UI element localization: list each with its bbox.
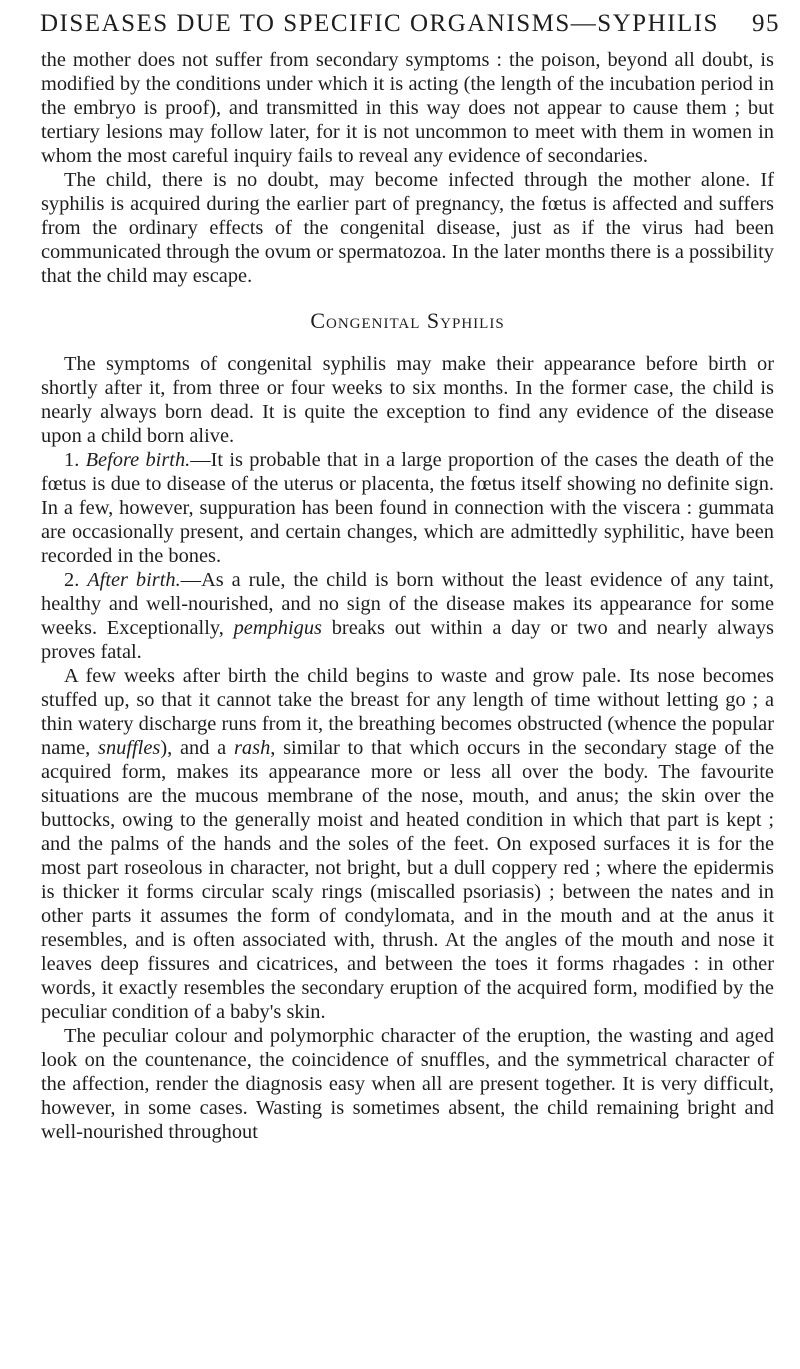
page-number: 95 (752, 10, 780, 37)
term-snuffles: snuffles (98, 737, 161, 759)
paragraph-text: A few weeks after birth the child begins to waste and grow pale. Its nose becomes stuffed up, so that it cannot take the breast for any length of time without letting go ; a thin watery discharge runs from it, the breathing becomes obstructed (whence the popular name, (41, 665, 774, 759)
section-heading: Congenital Syphilis (310, 308, 505, 333)
paragraph-text: The child, there is no doubt, may become infected through the mother alone. If syphilis is acquired during the earlier part of pregnancy, the fœtus is affected and suffers from the ordinary effects of the congenital disease, just as if the virus had been communicated through the ovum or spermatozoa. In the later months there is a possibility that the child may escape. (41, 169, 774, 287)
running-header (40, 2, 780, 46)
paragraph-text: —It is probable that in a large proportion of the cases the death of the fœtus is due to disease of the uterus or placenta, the fœtus itself showing no definite sign. In a few, however, suppuration has been found in connection with the viscera : gummata are occasionally present, and certain changes, which are admittedly syphilitic, have been recorded in the bones. (41, 449, 774, 567)
paragraph-text: the mother does not suffer from secondary symptoms : the poison, beyond all doubt, is modified by the conditions under which it is acting (the length of the incubation period in the embryo is proof), and transmitted in this way does not appear to cause them ; but tertiary lesions may follow later, for it is not uncommon to meet with them in women in whom the most careful inquiry fails to reveal any evidence of secondaries. (41, 49, 774, 167)
paragraph-text: The peculiar colour and polymorphic character of the eruption, the wasting and aged look on the countenance, the coincidence of snuffles, and the symmetrical character of the affection, render the diagnosis easy when all are present together. It is very difficult, however, in some cases. Wasting is sometimes absent, the child remaining bright and well-nourished throughout (41, 1025, 774, 1143)
paragraph-text: ), and a (160, 737, 227, 759)
subheading-after-birth: After birth. (87, 569, 181, 591)
term-rash: rash (234, 737, 271, 759)
paragraph-continued (41, 48, 774, 168)
paragraph-text: The symptoms of congenital syphilis may make their appearance before birth or shortly after it, from three or four weeks to six months. In the former case, the child is nearly always born dead. It is quite the exception to find any evidence of the disease upon a child born alive. (41, 353, 774, 447)
list-number: 2. (64, 569, 80, 591)
paragraph-symptoms-intro (41, 352, 774, 448)
paragraph-after-birth (41, 568, 774, 664)
paragraph-diagnosis (41, 1024, 774, 1144)
paragraph-text: —As a rule, the child is born without the least evidence of any taint, healthy and well-nourished, and no sign of the disease makes its appearance for some weeks. Exceptionally, (41, 569, 774, 639)
body-text (41, 48, 774, 1144)
paragraph-rash-description (41, 664, 774, 1024)
paragraph-text: breaks out within a day or two and nearly always proves fatal. (41, 617, 774, 663)
paragraph-text: , similar to that which occurs in the secondary stage of the acquired form, makes its appearance more or less all over the body. The favourite situations are the mucous membrane of the nose, mouth, and anus; the skin over the buttocks, owing to the generally moist and heated condition in which that part is kept ; and the palms of the hands and the soles of the feet. On exposed surfaces it is for the most part roseolous in character, not bright, but a dull coppery red ; where the epidermis is thicker it forms circular scaly rings (miscalled psoriasis) ; between the nates and in other parts it assumes the form of condylomata, and in the mouth and at the anus it resembles, and is often associated with, thrush. At the angles of the mouth and nose it leaves deep fissures and cicatrices, and between the toes it forms rhagades : in other words, it exactly resembles the secondary eruption of the acquired form, modified by the peculiar condition of a baby's skin. (41, 737, 774, 1023)
subheading-before-birth: Before birth. (85, 449, 191, 471)
list-number: 1. (64, 449, 80, 471)
running-title: DISEASES DUE TO SPECIFIC ORGANISMS—SYPHILIS (40, 10, 719, 37)
paragraph-before-birth (41, 448, 774, 568)
paragraph-infection-through-mother (41, 168, 774, 288)
term-pemphigus: pemphigus (233, 617, 322, 639)
